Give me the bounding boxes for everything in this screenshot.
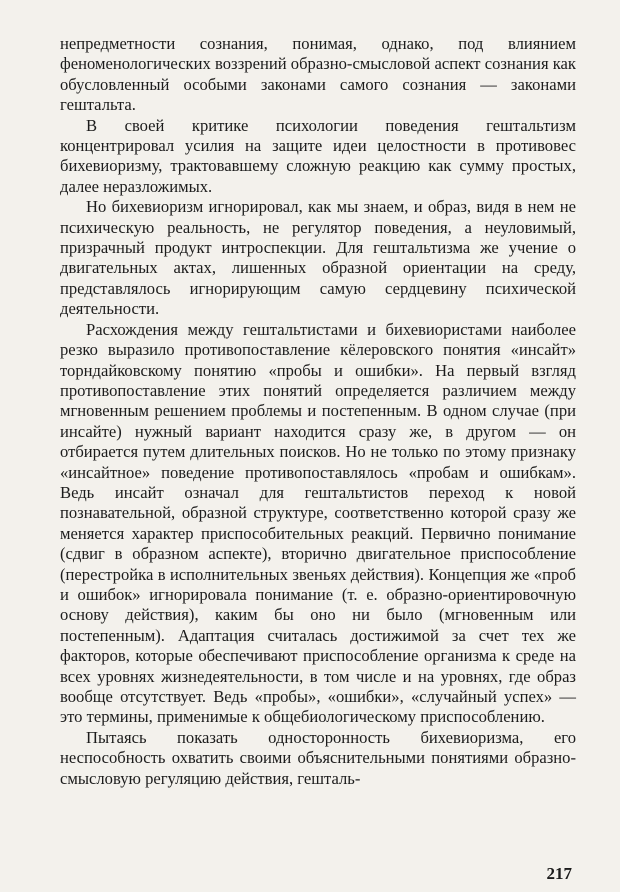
paragraph-5: Пытаясь показать односторонность бихевиоризма, его неспособность охватить своими объяснительными понятиями образно-смысловую регуляцию действия, гешталь- xyxy=(60,727,576,788)
paragraph-4: Расхождения между гештальтистами и бихевиористами наиболее резко выразило противопоставление кёлеровского понятия «инсайт» торндайковскому понятию «пробы и ошибки». На первый взгляд противопоставление этих понятий определяется различием между мгновенным решением проблемы и постепенным. В одном случае (при инсайте) нужный вариант находится сразу же, в другом — он отбирается путем длительных поисков. Но не только по этому признаку «инсайтное» поведение противопоставлялось «пробам и ошибкам». Ведь инсайт означал для гештальтистов переход к новой познавательной, образной структуре, соответственно которой сразу же меняется характер приспособительных реакций. Первично понимание (сдвиг в образном аспекте), вторично двигательное приспособление (перестройка в исполнительных звеньях действия). Концепция же «проб и ошибок» игнорировала понимание (т. е. образно-ориентировочную основу действия), каким бы оно ни было (мгновенным или постепенным). Адаптация считалась достижимой за счет тех же факторов, которые обеспечивают приспособление организма к среде на всех уровнях жизнедеятельности, в том числе и на уровнях, где образ вообще отсутствует. Ведь «пробы», «ошибки», «случайный успех» — это термины, применимые к общебиологическому приспособлению. xyxy=(60,319,576,727)
paragraph-2: В своей критике психологии поведения гештальтизм концентрировал усилия на защите идеи целостности в противовес бихевиоризму, трактовавшему сложную реакцию как сумму простых, далее неразложимых. xyxy=(60,115,576,196)
page-number: 217 xyxy=(546,864,572,883)
paragraph-3: Но бихевиоризм игнорировал, как мы знаем, и образ, видя в нем не психическую реальность, не регулятор поведения, а неуловимый, призрачный продукт интроспекции. Для гештальтизма же учение о двигательных актах, лишенных образной ориентации на среду, представлялось игнорирующим самую сердцевину психической деятельности. xyxy=(60,197,576,319)
paragraph-1: непредметности сознания, понимая, однако, под влиянием феноменологических воззрений образно-смысловой аспект сознания как обусловленный особыми законами самого сознания — законами гештальта. xyxy=(60,34,576,115)
body-text xyxy=(60,34,576,789)
